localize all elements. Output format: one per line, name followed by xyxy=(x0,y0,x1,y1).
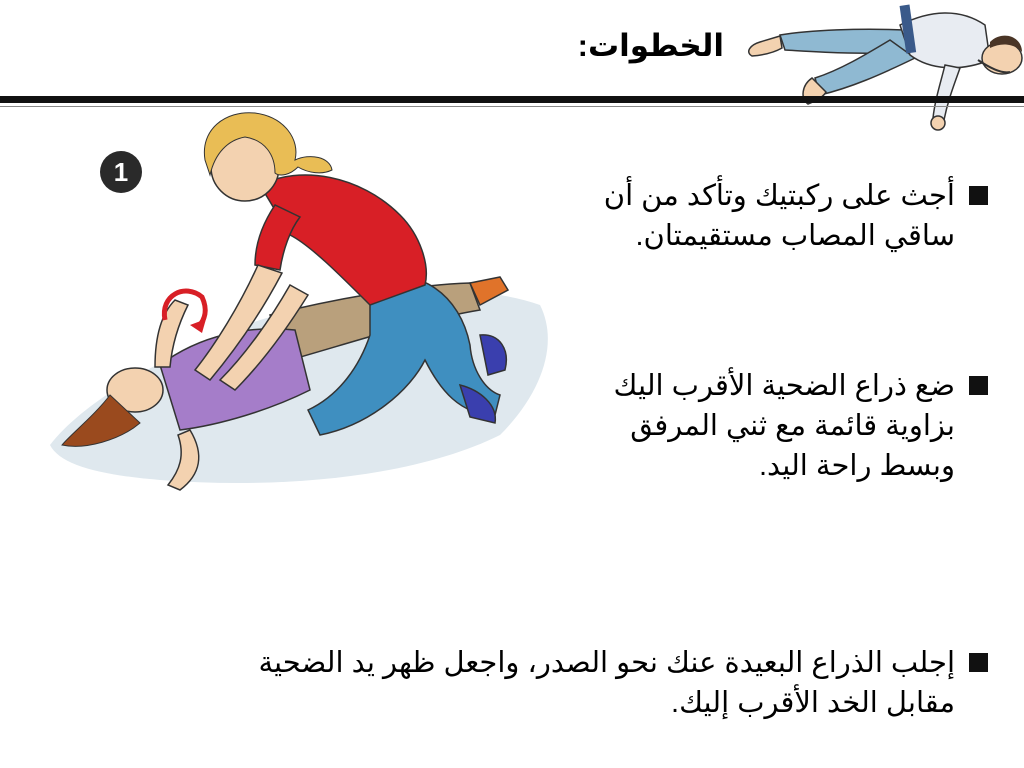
step-text-3: إجلب الذراع البعيدة عنك نحو الصدر، واجعل ظهر يد الضحية مقابل الخد الأقرب إليك. xyxy=(258,647,955,719)
step-number-badge: 1 xyxy=(100,151,142,193)
page-title: الخطوات: xyxy=(577,28,724,63)
step-text-1: أجث على ركبتيك وتأكد من أن ساقي المصاب مستقيمتان. xyxy=(603,180,955,252)
kneeling-rescuer-illustration xyxy=(40,105,570,530)
step-item-3 xyxy=(259,643,989,723)
step-item-1 xyxy=(604,176,988,256)
bullet-square-icon xyxy=(969,376,988,395)
header-divider xyxy=(0,96,1024,103)
step-item-2 xyxy=(614,366,988,486)
bullet-square-icon xyxy=(969,186,988,205)
step-text-2: ضع ذراع الضحية الأقرب اليك بزاوية قائمة مع ثني المرفق وبسط راحة اليد. xyxy=(613,370,955,482)
recovery-position-illustration xyxy=(740,0,1024,135)
bullet-square-icon xyxy=(969,653,988,672)
